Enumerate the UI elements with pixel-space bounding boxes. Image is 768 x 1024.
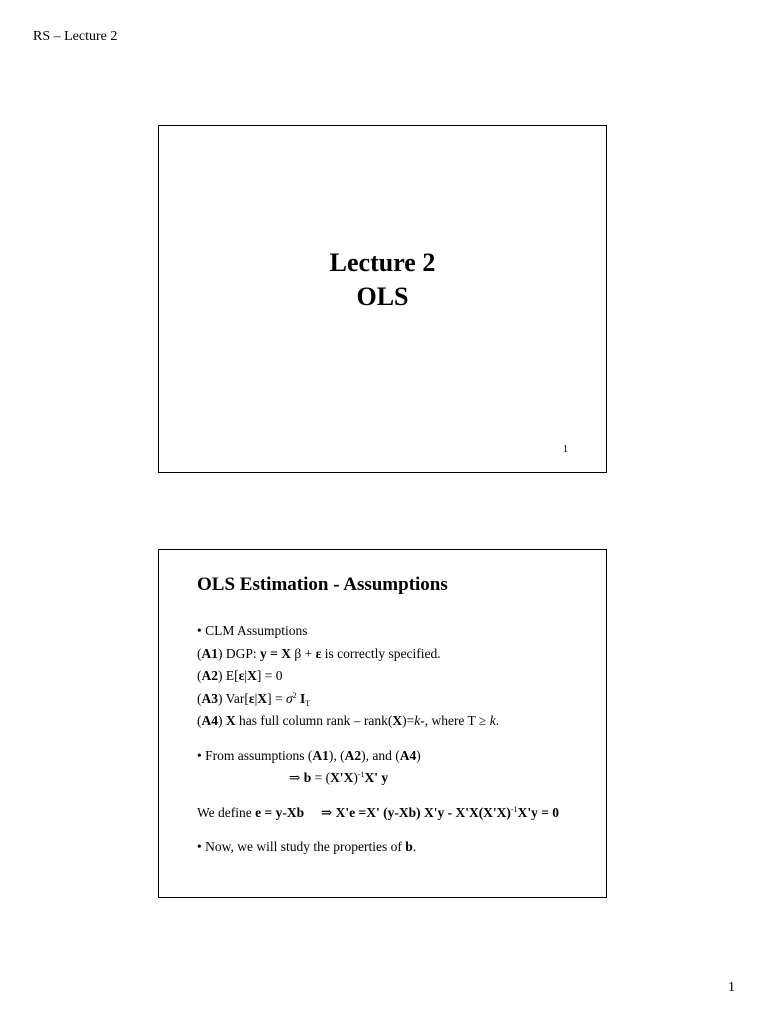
a4-t2: )= xyxy=(402,713,415,728)
a3-x: X xyxy=(257,690,268,706)
a4-label: A4 xyxy=(201,713,218,728)
a4-x2: X xyxy=(392,713,403,728)
a1-eps: ε xyxy=(315,645,322,661)
a1-text: DGP: xyxy=(225,645,261,661)
a3-square: 2 xyxy=(292,690,297,700)
slide-1 xyxy=(158,125,607,473)
a3-t: T xyxy=(305,698,311,708)
from-post: ) xyxy=(416,747,421,763)
a2-label: A2 xyxy=(201,668,218,683)
assumption-a2: (A2) E[ε|X] = 0 xyxy=(197,668,283,683)
b-symbol: b xyxy=(303,770,312,785)
a3-pre: Var[ xyxy=(225,690,249,706)
define-derivation: ⇒ X'e =X' (y-Xb) X'y - X'X(X'X) xyxy=(320,804,511,820)
properties-bullet xyxy=(197,836,596,859)
a3-sigma: σ xyxy=(285,690,293,706)
ols-estimator xyxy=(197,767,596,790)
assumption-a4: (A4) X has full column rank – rank(X)=k-, where T ≥ k. xyxy=(197,713,500,728)
a1-beta: β xyxy=(294,645,302,661)
a2-post: ] = 0 xyxy=(256,668,283,683)
from-assumptions xyxy=(197,745,596,768)
assumption-a1: (A1) DGP: y = X β + ε is correctly specified. xyxy=(197,645,441,661)
page-number: 1 xyxy=(728,980,735,995)
b-arrow: ⇒ xyxy=(289,770,304,785)
residual-definition xyxy=(197,802,596,825)
a2-eps: ε xyxy=(238,668,245,683)
slide-2-title: OLS Estimation - Assumptions xyxy=(197,574,448,595)
slide-2 xyxy=(158,549,607,898)
a4-x: X xyxy=(225,713,236,728)
title-line-1: Lecture 2 xyxy=(329,248,436,277)
a4-t3: -, where T ≥ xyxy=(420,713,490,728)
a1-post: is correctly specified. xyxy=(324,645,441,661)
a1-plus: + xyxy=(304,645,313,661)
a1-eq: y = X xyxy=(260,645,291,661)
a3-mid: ] = xyxy=(267,690,286,706)
b-close: ) xyxy=(353,770,358,785)
b-xx: X'X xyxy=(330,770,354,785)
title-line-2: OLS xyxy=(356,282,409,311)
from-a4: A4 xyxy=(399,747,417,763)
a3-bar: | xyxy=(254,690,258,706)
clm-bullet: • CLM Assumptions xyxy=(197,623,308,638)
a4-k1: k xyxy=(414,713,421,728)
assumption-a3: (A3) $Var[\varepsilon|X] = \sigma^2$ $I_T$ xyxy=(197,690,311,708)
slide-1-title xyxy=(159,246,606,314)
a2-pre: E[ xyxy=(225,668,239,683)
from-pre: • From assumptions ( xyxy=(197,747,313,763)
a4-k2: k xyxy=(489,713,496,728)
from-a1: A1 xyxy=(312,747,329,763)
from-sep1: ), ( xyxy=(328,747,345,763)
b-xprime: X' xyxy=(364,770,378,785)
a2-bar: | xyxy=(244,668,248,683)
b-inverse: -1 xyxy=(357,770,365,779)
b-mid: = ( xyxy=(311,770,331,785)
a3-eps: ε xyxy=(248,690,255,706)
a3-identity: I xyxy=(300,690,306,706)
from-a2: A2 xyxy=(344,747,362,763)
now-pre: • Now, we will study the properties of xyxy=(197,839,406,854)
a2-x: X xyxy=(247,668,257,683)
a3-label: A3 xyxy=(201,690,218,706)
page-header: RS – Lecture 2 xyxy=(33,29,118,44)
define-pre: We define xyxy=(197,804,256,820)
a4-t1: has full column rank – rank( xyxy=(235,713,393,728)
now-post: . xyxy=(412,839,417,854)
define-tail: X'y = 0 xyxy=(517,804,560,820)
slide-1-number: 1 xyxy=(563,444,568,455)
a4-t4: . xyxy=(495,713,500,728)
now-b: b xyxy=(405,839,413,854)
define-inverse: -1 xyxy=(510,804,518,814)
slide-2-body xyxy=(197,620,596,859)
a1-label: A1 xyxy=(201,645,218,661)
define-e: e = y-Xb xyxy=(255,804,305,820)
from-sep2: ), and ( xyxy=(361,747,400,763)
b-y: y xyxy=(377,770,389,785)
